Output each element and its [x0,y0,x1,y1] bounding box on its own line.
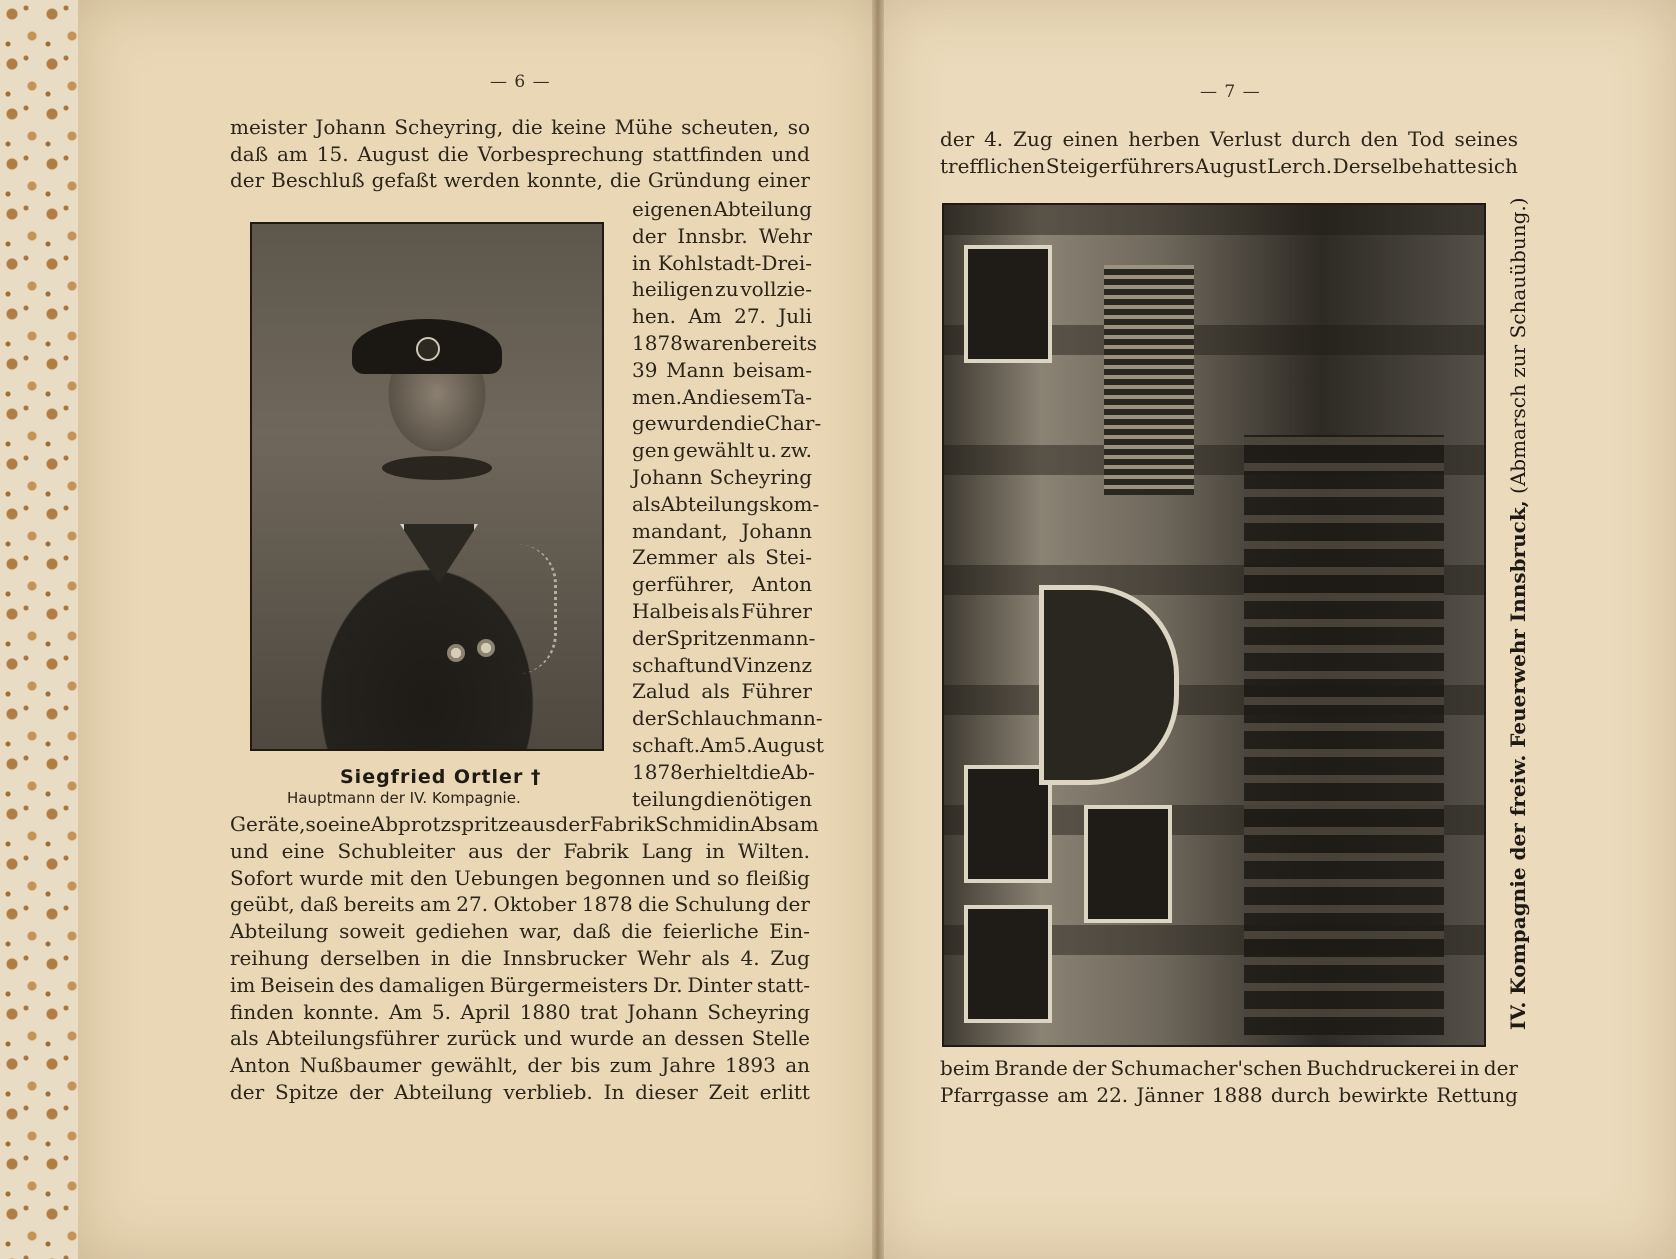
text-line: 1878 waren bereits [632,331,817,355]
group-photo-caption [1506,197,1530,1030]
text-line: schaft und Vinzenz [632,652,812,677]
page-number-left: — 6 — [490,72,551,92]
text-line: ge wurden die Char- [632,411,822,436]
text-line: der 4. Zug einen herben Verlust durch den Tod seines [940,127,1518,151]
text-line: eigenen Abteilung [632,197,812,221]
text-line: hen. Am 27. Juli [632,304,812,329]
book-gutter [872,0,884,1259]
text-line: der Spritzenmann- [632,625,816,650]
text-line: Geräte, so eine Abprotzspritze aus der Fabrik Schmid in Absam [230,812,819,836]
text-line: men. An diesem Ta- [632,384,812,409]
text-line: Sofort wurde mit den Uebungen begonnen und so fleißig [230,865,810,890]
medal-icon [477,639,495,657]
text-line: der Schlauchmann- [632,706,823,731]
text-line: Johann Scheyring [632,465,812,489]
text-line: daß am 15. August die Vorbesprechung stattfinden und [230,141,810,166]
caption-title: IV. Kompagnie der freiw. Feuerwehr Innsbruck, [1506,500,1530,1030]
medal-icon [447,644,465,662]
text-line: Pfarrgasse am 22. Jänner 1888 durch bewirkte Rettung [940,1083,1518,1107]
text-line: und eine Schubleiter aus der Fabrik Lang in Wilten. [230,838,810,863]
decorative-endpaper [0,0,81,1259]
text-line: der Spitze der Abteilung verblieb. In dieser Zeit erlitt [230,1080,810,1104]
text-line: als Abteilungsführer zurück und wurde an dessen Stelle [230,1026,810,1051]
portrait-photo [250,222,604,751]
text-line: Zalud als Führer [632,679,812,704]
firefighters-group [1244,435,1444,1035]
text-line: 39 Mann beisam- [632,357,812,382]
text-line: Halbeis als Führer [632,599,812,623]
text-line: in Kohlstadt-Drei- [632,250,812,275]
building-archway [1039,585,1179,785]
text-line: finden konnte. Am 5. April 1880 trat Johann Scheyring [230,999,810,1024]
text-line: mandant, Johann [632,518,812,543]
caption-note: (Abmarsch zur Schauübung.) [1506,197,1530,501]
page-number-right: — 7 — [1200,82,1261,102]
building-balcony [1104,265,1194,495]
building-window [964,245,1052,363]
uniform-collar [400,524,478,584]
building-window [964,905,1052,1023]
text-line: der Innsbr. Wehr [632,223,812,248]
text-line: reihung derselben in die Innsbrucker Wehr als 4. Zug [230,946,810,970]
text-line: beim Brande der Schumacher'schen Buchdruckerei in der [940,1056,1518,1080]
text-line: trefflichen Steigerführers August Lerch. Derselbe hatte sich [940,154,1518,178]
group-photo [942,203,1486,1047]
text-line: gen gewählt u. zw. [632,438,812,463]
text-line: schaft. Am 5. August [632,733,824,757]
portrait-caption-name: Siegfried Ortler † [340,766,542,788]
text-line: 1878 erhielt die Ab- [632,759,815,784]
text-line: gerführer, Anton [632,572,812,597]
text-line: meister Johann Scheyring, die keine Mühe scheuten, so [230,115,810,139]
text-line: der Beschluß gefaßt werden konnte, die Gründung einer [230,168,810,192]
text-line: heiligen zu vollzie- [632,277,812,302]
building-window [1084,805,1172,923]
text-line: Anton Nußbaumer gewählt, der bis zum Jahre 1893 an [230,1053,810,1078]
text-line: Zemmer als Stei- [632,545,812,570]
portrait-caption-role: Hauptmann der IV. Kompagnie. [287,789,521,807]
cap-badge-icon [416,337,440,361]
text-line: Abteilung soweit gediehen war, daß die feierliche Ein- [230,919,810,944]
mustache [382,456,492,480]
uniform-chain [514,544,557,674]
text-line: als Abteilungskom- [632,491,820,516]
text-line: teilung die nötigen [632,786,812,811]
text-line: geübt, daß bereits am 27. Oktober 1878 die Schulung der [230,892,810,917]
text-line: im Beisein des damaligen Bürgermeisters Dr. Dinter statt- [230,972,810,997]
